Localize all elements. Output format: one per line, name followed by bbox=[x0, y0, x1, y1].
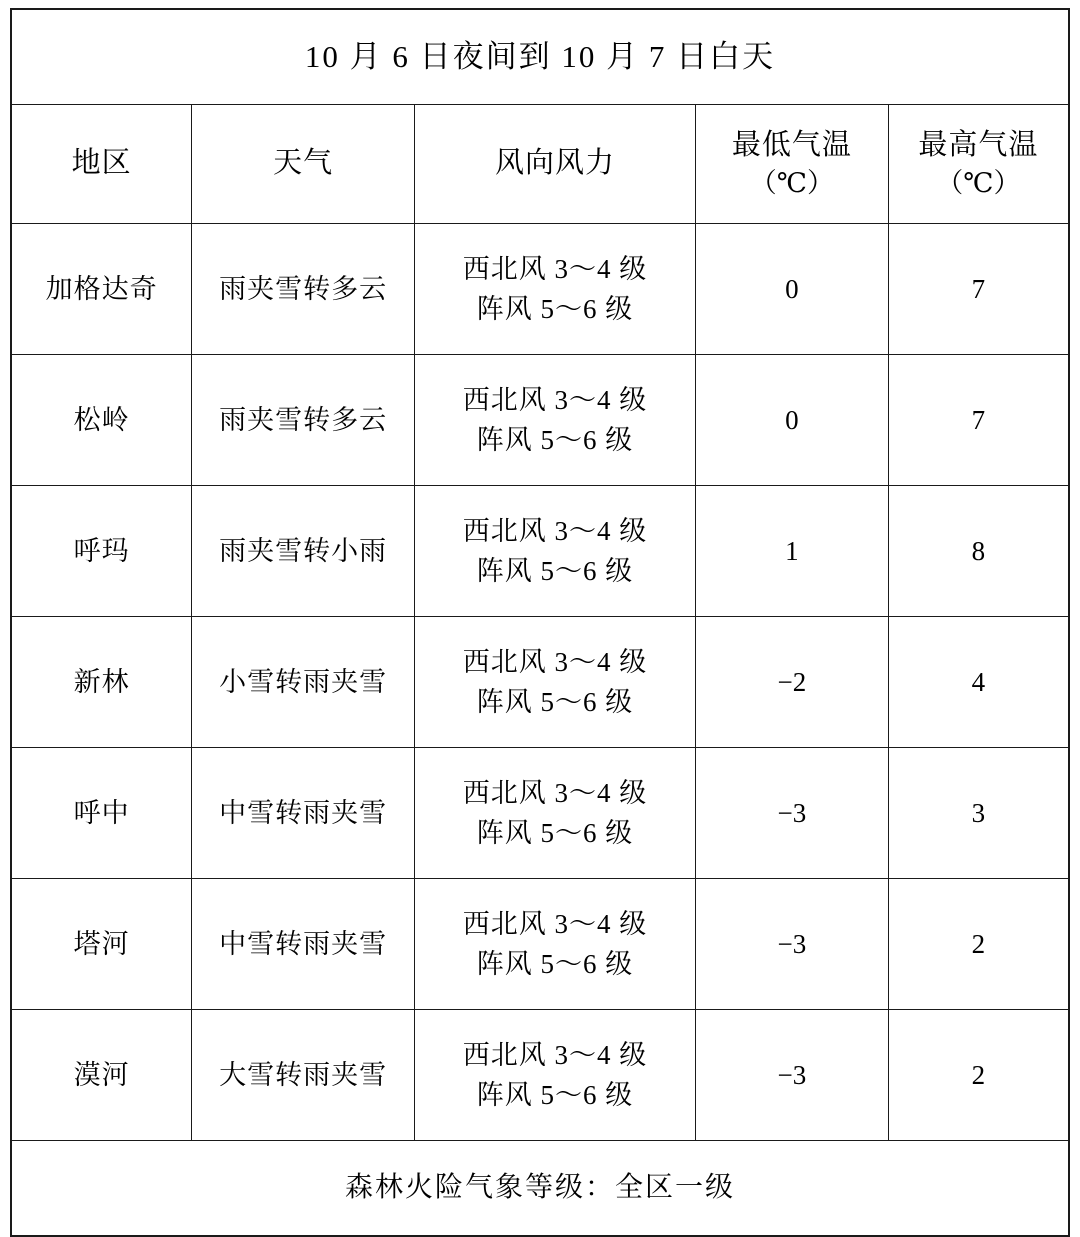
page-title: 10 月 6 日夜间到 10 月 7 日白天 bbox=[11, 9, 1069, 105]
cell-region: 呼玛 bbox=[11, 486, 192, 617]
cell-region: 塔河 bbox=[11, 879, 192, 1010]
fire-risk-note: 森林火险气象等级：全区一级 bbox=[11, 1141, 1069, 1237]
column-header-wind bbox=[415, 105, 696, 224]
cell-weather: 雨夹雪转多云 bbox=[192, 224, 415, 355]
table-row bbox=[11, 617, 1069, 748]
cell-region: 新林 bbox=[11, 617, 192, 748]
cell-wind-line2: 阵风 5～6 级 bbox=[476, 425, 634, 455]
cell-wind-line2: 阵风 5～6 级 bbox=[476, 818, 634, 848]
table-row bbox=[11, 486, 1069, 617]
cell-min-temp: −3 bbox=[696, 879, 889, 1010]
column-header-weather bbox=[192, 105, 415, 224]
cell-wind-line1: 西北风 3～4 级 bbox=[462, 908, 648, 939]
cell-max-temp: 3 bbox=[888, 748, 1069, 879]
table-row bbox=[11, 879, 1069, 1010]
table-row bbox=[11, 748, 1069, 879]
cell-wind-line2: 阵风 5～6 级 bbox=[476, 949, 634, 979]
column-header-region-label: 地区 bbox=[71, 147, 132, 180]
cell-wind bbox=[415, 617, 696, 748]
cell-wind-line1: 西北风 3～4 级 bbox=[462, 384, 648, 415]
cell-wind bbox=[415, 486, 696, 617]
cell-region: 加格达奇 bbox=[11, 224, 192, 355]
cell-min-temp: 1 bbox=[696, 486, 889, 617]
cell-max-temp: 4 bbox=[888, 617, 1069, 748]
column-header-max-temp-unit: （℃） bbox=[936, 168, 1021, 199]
cell-wind-line2: 阵风 5～6 级 bbox=[476, 1080, 634, 1110]
column-header-min-temp-label: 最低气温 bbox=[731, 129, 852, 162]
table-header-row bbox=[11, 105, 1069, 224]
cell-weather: 雨夹雪转小雨 bbox=[192, 486, 415, 617]
cell-min-temp: −3 bbox=[696, 748, 889, 879]
cell-weather: 小雪转雨夹雪 bbox=[192, 617, 415, 748]
cell-min-temp: 0 bbox=[696, 224, 889, 355]
cell-max-temp: 2 bbox=[888, 1010, 1069, 1141]
cell-wind bbox=[415, 224, 696, 355]
cell-weather: 中雪转雨夹雪 bbox=[192, 879, 415, 1010]
cell-wind-line1: 西北风 3～4 级 bbox=[462, 646, 648, 677]
cell-max-temp: 8 bbox=[888, 486, 1069, 617]
cell-region: 松岭 bbox=[11, 355, 192, 486]
cell-weather: 雨夹雪转多云 bbox=[192, 355, 415, 486]
cell-weather: 中雪转雨夹雪 bbox=[192, 748, 415, 879]
cell-wind-line2: 阵风 5～6 级 bbox=[476, 687, 634, 717]
cell-region: 漠河 bbox=[11, 1010, 192, 1141]
column-header-max-temp bbox=[888, 105, 1069, 224]
cell-region: 呼中 bbox=[11, 748, 192, 879]
column-header-max-temp-label: 最高气温 bbox=[918, 129, 1039, 162]
cell-wind-line1: 西北风 3～4 级 bbox=[462, 253, 648, 284]
table-footer-row bbox=[11, 1141, 1069, 1237]
table-row bbox=[11, 355, 1069, 486]
cell-weather: 大雪转雨夹雪 bbox=[192, 1010, 415, 1141]
cell-wind-line1: 西北风 3～4 级 bbox=[462, 777, 648, 808]
table-row bbox=[11, 1010, 1069, 1141]
cell-wind bbox=[415, 1010, 696, 1141]
cell-wind-line2: 阵风 5～6 级 bbox=[476, 556, 634, 586]
cell-wind bbox=[415, 355, 696, 486]
cell-min-temp: 0 bbox=[696, 355, 889, 486]
weather-forecast-table bbox=[10, 8, 1070, 1237]
cell-max-temp: 7 bbox=[888, 224, 1069, 355]
cell-wind-line2: 阵风 5～6 级 bbox=[476, 294, 634, 324]
column-header-wind-label: 风向风力 bbox=[495, 147, 616, 180]
cell-wind bbox=[415, 748, 696, 879]
column-header-region bbox=[11, 105, 192, 224]
cell-wind-line1: 西北风 3～4 级 bbox=[462, 1039, 648, 1070]
cell-wind-line1: 西北风 3～4 级 bbox=[462, 515, 648, 546]
table-row bbox=[11, 224, 1069, 355]
table-title-row bbox=[11, 9, 1069, 105]
cell-max-temp: 7 bbox=[888, 355, 1069, 486]
cell-min-temp: −3 bbox=[696, 1010, 889, 1141]
column-header-weather-label: 天气 bbox=[273, 147, 334, 180]
column-header-min-temp-unit: （℃） bbox=[749, 168, 835, 199]
cell-wind bbox=[415, 879, 696, 1010]
cell-max-temp: 2 bbox=[888, 879, 1069, 1010]
column-header-min-temp bbox=[696, 105, 889, 224]
cell-min-temp: −2 bbox=[696, 617, 889, 748]
